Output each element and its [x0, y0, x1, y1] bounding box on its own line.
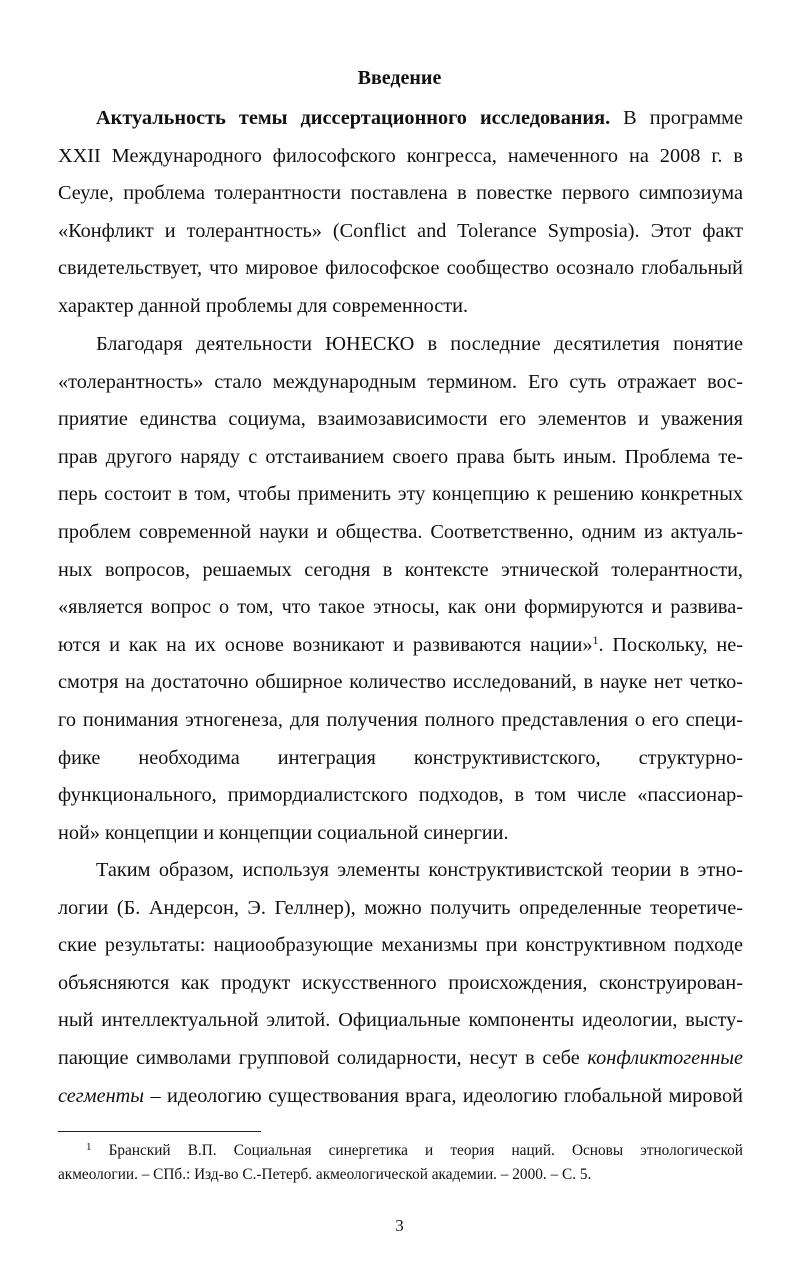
footnote-line [58, 1139, 743, 1163]
text-line: XXII Международного философского конгресса, намеченного на 2008 г. в [58, 144, 743, 167]
italic-term: конфликтогенные [587, 1046, 743, 1069]
text-line [58, 627, 743, 665]
text-line: Таким образом, используя элементы конструктивистской теории в этно- [96, 859, 743, 881]
footnote-marker: 1 [86, 1141, 92, 1153]
text-line: «является вопрос о том, что такое этносы, как они формируются и развива- [58, 596, 743, 619]
italic-term: сегменты [58, 1084, 145, 1107]
text-line: го понимания этногенеза, для получения полного представления о его специ- [58, 708, 743, 731]
text-line: прав другого наряду с отстаиванием своего права быть иным. Проблема те- [58, 445, 743, 468]
text-fragment: ются и как на их основе возникают и развиваются нации» [58, 633, 593, 656]
text-line: ские результаты: нациообразующие механизмы при конструктивном подходе [58, 934, 743, 957]
paragraph-lead-bold: Актуальность темы диссертационного исследования. [96, 107, 611, 129]
text-line: ный интеллектуальной элитой. Официальные компоненты идеологии, высту- [58, 1009, 743, 1032]
text-line [58, 1040, 743, 1078]
paragraph-unesco [58, 326, 743, 852]
text-line: ных вопросов, решаемых сегодня в контексте этнической толерантности, [58, 558, 743, 581]
text-line: логии (Б. Андерсон, Э. Геллнер), можно получить определенные теоретиче- [58, 896, 743, 919]
text-fragment: В программе [610, 107, 743, 129]
text-line: функционального, примордиалистского подходов, в том числе «пассионар- [58, 784, 743, 807]
text-line: «Конфликт и толерантность» (Conflict and Tolerance Symposia). Этот факт [58, 219, 743, 242]
text-fragment: Бранский В.П. Социальная синергетика и теория наций. Основы этнологической [91, 1142, 743, 1159]
text-fragment: . Поскольку, не- [598, 633, 743, 656]
footnote [58, 1139, 743, 1187]
footnote-line: акмеологии. – СПб.: Изд-во С.-Петерб. акмеологической академии. – 2000. – С. 5. [58, 1166, 592, 1183]
text-line: Сеуле, проблема толерантности поставлена в повестке первого симпозиума [58, 182, 743, 205]
text-line: фике необходима интеграция конструктивистского, структурно- [58, 746, 743, 769]
text-line: свидетельствует, что мировое философское сообщество осознало глобальный [58, 257, 743, 280]
text-line: смотря на достаточно обширное количество исследований, в науке нет четко- [58, 671, 743, 694]
text-line: проблем современной науки и общества. Соответственно, одним из актуаль- [58, 520, 743, 543]
text-line: ной» концепции и концепции социальной синергии. [58, 821, 509, 844]
text-line: перь состоит в том, чтобы применить эту концепцию к решению конкретных [58, 483, 743, 506]
text-line: характер данной проблемы для современности. [58, 294, 469, 317]
footnote-divider [58, 1131, 261, 1132]
text-line [58, 1078, 743, 1116]
text-line [58, 100, 743, 138]
paragraph-relevance [58, 100, 743, 326]
footnote-reference[interactable]: 1 [592, 632, 599, 647]
page-number: 3 [395, 1216, 404, 1235]
text-line: приятие единства социума, взаимозависимости его элементов и уважения [58, 408, 743, 431]
text-line: Благодаря деятельности ЮНЕСКО в последние десятилетия понятие [96, 333, 743, 355]
section-heading: Введение [357, 67, 442, 89]
text-line: объясняются как продукт искусственного происхождения, сконструирован- [58, 971, 743, 994]
text-line: «толерантность» стало международным термином. Его суть отражает вос- [58, 370, 743, 393]
text-fragment: – идеологию существования врага, идеологию глобальной мировой [144, 1084, 743, 1107]
paragraph-constructivism [58, 852, 743, 1115]
text-fragment: пающие символами групповой солидарности, несут в себе [58, 1046, 588, 1069]
